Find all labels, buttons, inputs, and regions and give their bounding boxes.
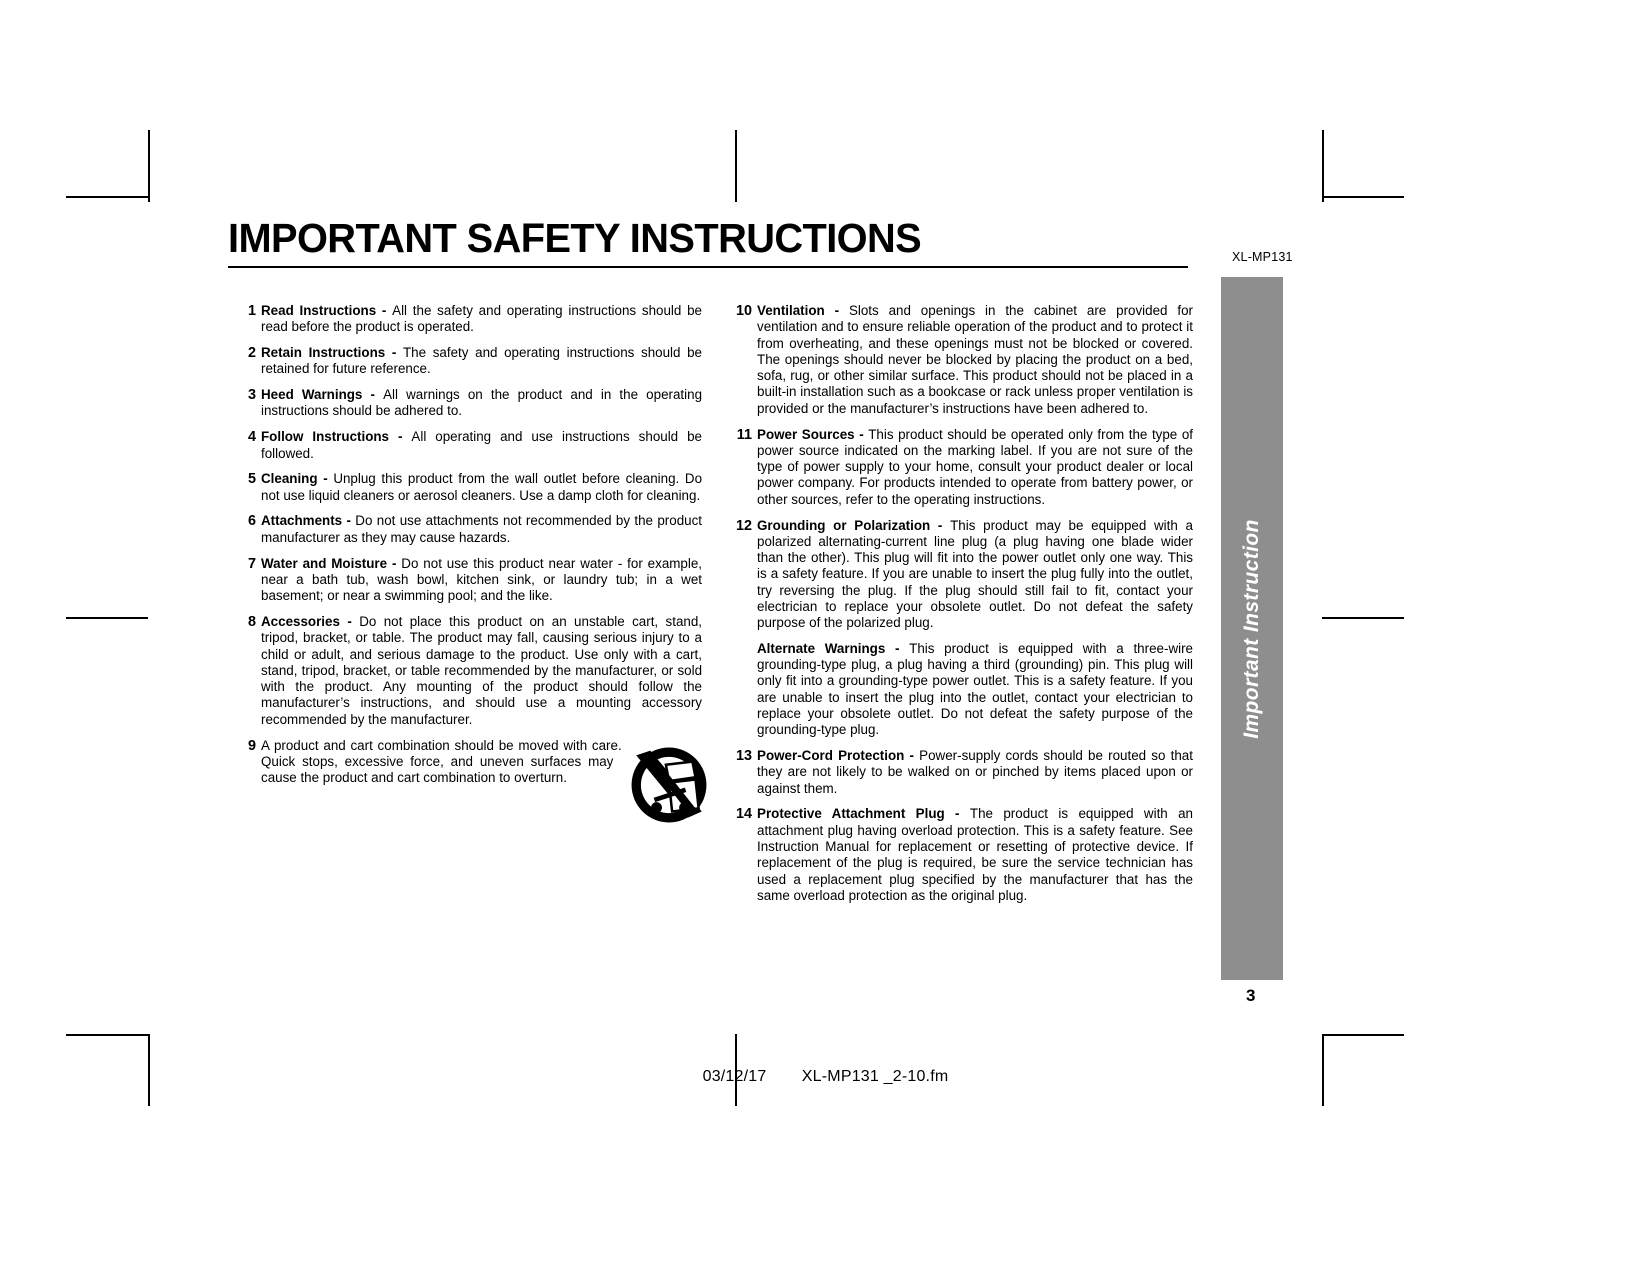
safety-item-body [757,427,1193,508]
safety-item-heading: Water and Moisture - [261,555,402,571]
safety-item-number: 4 [247,429,256,446]
safety-item-heading: Retain Instructions - [261,345,403,361]
safety-item-number: 8 [247,613,256,630]
safety-item-number: 9 [247,737,256,754]
safety-item-text: All operating and use instructions should be followed. [261,429,703,461]
crop-mark-top-center [735,130,737,202]
safety-item-text: This product should be operated only from the type of power source indicated on the marking label. If you are not sure of the type of power supply to your home, consult your product dealer or local power company. For products intended to operate from battery power, or other sources, refer to the operating instructions. [757,426,1193,507]
safety-item-heading: Power Sources - [757,426,869,442]
page-title-block [228,215,1288,268]
safety-item-text: Do not use this product near water - for example, near a bath tub, wash bowl, kitchen sink, or laundry tub; in a wet basement; or near a swimming pool; and the like. [261,555,703,604]
page-title: IMPORTANT SAFETY INSTRUCTIONS [228,215,922,261]
safety-item-heading: Power-Cord Protection - [757,747,920,763]
footer-date: 03/12/17 [702,1068,767,1085]
safety-item-number: 2 [247,345,256,362]
safety-item-heading: Cleaning - [261,471,334,487]
crop-mark-left-upper [66,196,148,198]
safety-item-text: Unplug this product from the wall outlet before cleaning. Do not use liquid cleaners or aerosol cleaners. Use a damp cloth for cleaning. [261,471,703,503]
safety-item-number: 14 [736,806,753,823]
safety-item-body [261,556,702,605]
safety-item-number: 3 [247,387,256,404]
crop-mark-left-lower [66,617,148,619]
safety-item-body [757,518,1193,739]
safety-item-text: All the safety and operating instructions should be read before the product is operated. [261,303,703,335]
safety-item-body [261,387,702,420]
safety-item-text: Slots and openings in the cabinet are provided for ventilation and to ensure reliable operation of the product and to protect it from overheating, and these openings must not be blocked or covered. The openings should never be blocked by placing the product on a bed, sofa, rug, or other similar surface. This product should not be placed in a built-in installation such as a bookcase or rack unless proper ventilation is provided or the manufacturer’s instructions have been adhered to. [757,303,1193,416]
safety-item-number: 1 [247,303,256,319]
safety-item [728,518,1193,739]
safety-item-heading: Heed Warnings - [261,387,384,403]
crop-mark-top-right [1322,130,1324,202]
safety-item-number: 6 [247,513,256,530]
safety-item-body [757,806,1193,904]
safety-item-number: 11 [736,426,753,443]
safety-item-heading: Accessories - [261,613,360,629]
safety-item-sub-text: This product is equipped with a three-wire grounding-type plug, a plug having a third (grounding) pin. This plug will only fit into a grounding-type power outlet. This is a safety feature. If you are unable to insert the plug into the outlet, contact your electrician to replace your obsolete outlet. Do not defeat the safety purpose of the grounding-type plug. [757,640,1193,738]
safety-item-number: 7 [247,555,256,572]
safety-item-text: Power-supply cords should be routed so that they are not likely to be walked on or pinched by items placed upon or against them. [757,747,1193,796]
side-tab-label: Important Instruction [1240,518,1263,739]
safety-item [728,748,1193,797]
safety-item-text: A product and cart combination should be moved with care. Quick stops, excessive force, and uneven surfaces may cause the product and cart combination to overturn. [261,737,622,786]
safety-item [728,806,1193,904]
safety-item-body [261,429,702,462]
safety-item [243,614,702,728]
safety-item-body [261,614,702,728]
safety-item [243,387,702,420]
safety-item [243,471,702,504]
right-column [728,303,1193,914]
safety-item [243,345,702,378]
safety-item-heading: Ventilation - [757,303,849,318]
page-number: 3 [1246,986,1256,1005]
safety-item-heading: Read Instructions - [261,303,393,318]
safety-item-text: Do not use attachments not recommended by the product manufacturer as they may cause hazards. [261,513,703,545]
safety-item [728,303,1193,417]
side-tab [1221,277,1283,980]
safety-item [243,429,702,462]
crop-mark-top-left [148,130,150,202]
safety-item-text: Do not place this product on an unstable cart, stand, tripod, bracket, or table. The product may fall, causing serious injury to a child or adult, and serious damage to the product. Use only with a cart, stand, tripod, bracket, or table recommended by the manufacturer, or sold with the product. Any mounting of the product should follow the manufacturer’s instructions, and should use a mounting accessory recommended by the manufacturer. [261,613,703,727]
safety-item [728,427,1193,508]
safety-item-text: This product may be equipped with a polarized alternating-current line plug (a plug having one blade wider than the other). This plug will fit into the power outlet only one way. This is a safety feature. If you are unable to insert the plug fully into the outlet, try reversing the plug. If the plug should still fail to fit, contact your electrician to replace your obsolete outlet. Do not defeat the safety purpose of the polarized plug. [757,517,1194,631]
safety-item-number: 10 [736,303,753,319]
safety-item [243,556,702,605]
safety-item-body [261,471,702,504]
safety-item-body [261,303,702,336]
crop-mark-right-bottom [1322,1034,1404,1036]
crop-mark-left-bottom [66,1034,148,1036]
safety-item-number: 12 [736,517,753,534]
safety-item-number: 5 [247,471,256,488]
footer [0,1068,1651,1086]
model-code: XL-MP131 [1232,250,1293,264]
safety-item-body [261,513,702,546]
crop-mark-right-upper [1322,196,1404,198]
safety-item-number: 13 [736,747,753,764]
safety-item-heading: Grounding or Polarization - [757,517,951,533]
footer-filename: XL-MP131 _2-10.fm [801,1068,949,1085]
safety-item-heading: Protective Attachment Plug - [757,806,970,822]
safety-item-text: The safety and operating instructions should be retained for future reference. [261,345,703,377]
safety-item-text: All warnings on the product and in the operating instructions should be adhered to. [261,387,703,419]
safety-item-heading: Attachments - [261,513,356,529]
safety-item-heading: Follow Instructions - [261,429,412,445]
safety-item [243,513,702,546]
safety-item-body [757,748,1193,797]
safety-item-subparagraph [757,641,1193,739]
crop-mark-right-lower [1322,617,1404,619]
safety-item [243,303,702,336]
safety-item-body [261,345,702,378]
title-divider [228,266,1188,268]
safety-instructions-columns [243,303,1193,914]
portable-cart-warning-icon [630,746,708,824]
safety-item-text: The product is equipped with an attachment plug having overload protection. This is a safety feature. See Instruction Manual for replacement or resetting of protective device. If replacement of the plug is required, be sure the service technician has used a replacement plug specified by the manufacturer that has the same overload protection as the original plug. [757,806,1194,903]
safety-item-body [757,303,1193,417]
safety-item-sub-heading: Alternate Warnings - [757,640,910,656]
